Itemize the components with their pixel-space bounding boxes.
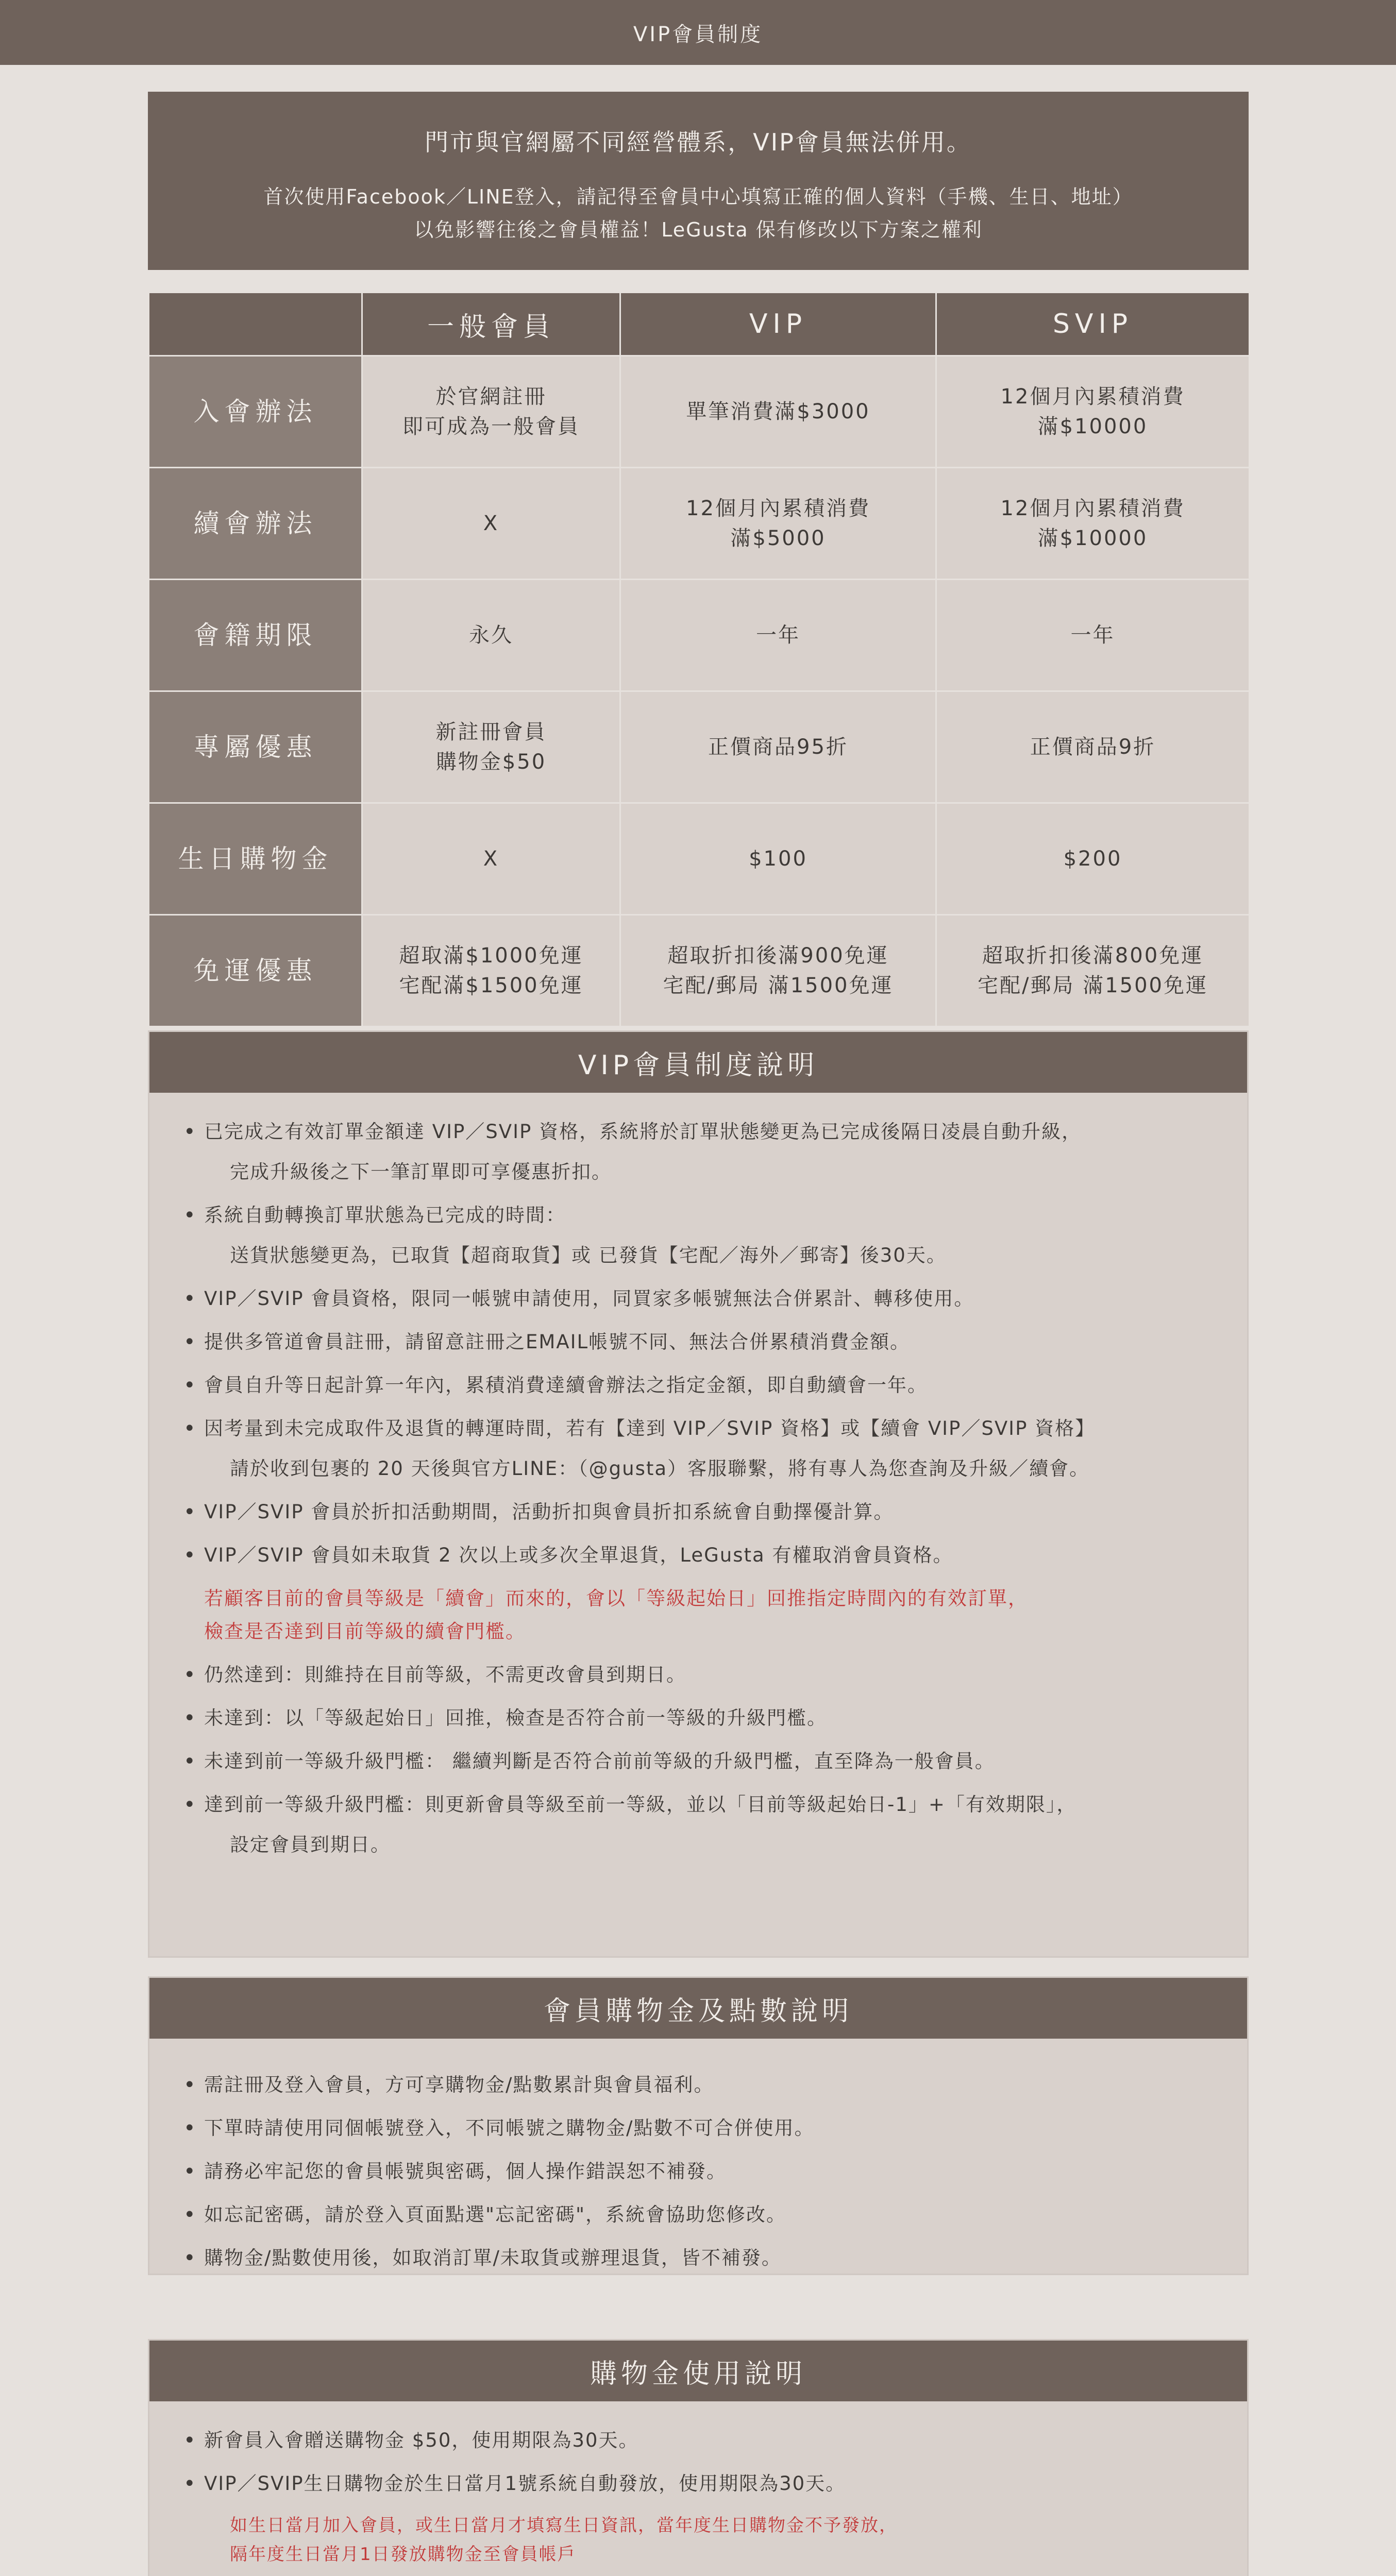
table-row: [149, 356, 1250, 468]
table-header-regular: 一般會員: [362, 293, 620, 356]
table-cell: [362, 803, 620, 915]
notice-line-2: 首次使用Facebook／LINE登入，請記得至會員中心填寫正確的個人資料（手機、生日、地址）: [263, 185, 1133, 208]
list-item: • 系統自動轉換訂單狀態為已完成的時間：: [180, 1201, 1216, 1230]
list-item: 如生日當月加入會員，或生日當月才填寫生日資訊，當年度生日購物金不予發放，: [230, 2515, 898, 2536]
cell-line: 超取折扣後滿800免運: [982, 944, 1204, 968]
row-label: 續會辦法: [149, 468, 362, 580]
list-item: • 會員自升等日起計算一年內，累積消費達續會辦法之指定金額，即自動續會一年。: [180, 1371, 1216, 1400]
top-bar: [0, 0, 1396, 65]
cell-line: 新註冊會員: [435, 720, 547, 744]
list-item: 送貨狀態變更為，已取貨【超商取貨】或 已發貨【宅配／海外／郵寄】後30天。: [230, 1244, 947, 1266]
credit-rules-section: [148, 2339, 1249, 2576]
cell-line: 單筆消費滿$3000: [686, 400, 870, 423]
list-item: • 仍然達到：則維持在目前等級，不需更改會員到期日。: [180, 1660, 1216, 1689]
table-header-svip: SVIP: [936, 293, 1250, 356]
cell-line: 宅配/郵局 滿1500免運: [663, 974, 894, 997]
cell-line: 宅配/郵局 滿1500免運: [978, 974, 1208, 997]
notice-banner: [148, 92, 1249, 270]
section-title: 購物金使用說明: [149, 2341, 1247, 2401]
row-label: 會籍期限: [149, 580, 362, 691]
cell-line: 宅配滿$1500免運: [399, 974, 583, 997]
table-cell: [620, 803, 936, 915]
list-item: • 新會員入會贈送購物金 $50，使用期限為30天。: [180, 2426, 1216, 2455]
table-cell: [620, 468, 936, 580]
list-item: • 提供多管道會員註冊，請留意註冊之EMAIL帳號不同、無法合併累積消費金額。: [180, 1328, 1216, 1357]
cell-line: 永久: [469, 623, 513, 647]
row-label: 專屬優惠: [149, 691, 362, 803]
list-item: • 需註冊及登入會員，方可享購物金/點數累計與會員福利。: [180, 2071, 1216, 2099]
table-row: [149, 468, 1250, 580]
cell-line: 一年: [1070, 623, 1115, 647]
row-label: 免運優惠: [149, 915, 362, 1027]
notice-line-1: 門市與官網屬不同經營體系，VIP會員無法併用。: [425, 128, 972, 156]
list-item: • 購物金/點數使用後，如取消訂單/未取貨或辦理退貨，皆不補發。: [180, 2244, 1216, 2273]
cell-line: 正價商品95折: [708, 735, 848, 759]
table-cell: [620, 580, 936, 691]
table-cell: [362, 915, 620, 1027]
table-cell: [936, 915, 1250, 1027]
cell-line: $200: [1063, 847, 1122, 871]
table-row: [149, 691, 1250, 803]
table-cell: [620, 691, 936, 803]
table-row: [149, 803, 1250, 915]
list-item: • 請務必牢記您的會員帳號與密碼，個人操作錯誤恕不補發。: [180, 2157, 1216, 2186]
list-item: • VIP／SVIP 會員於折扣活動期間，活動折扣與會員折扣系統會自動擇優計算。: [180, 1498, 1216, 1527]
cell-line: 滿$5000: [730, 527, 826, 550]
list-item: 隔年度生日當月1日發放購物金至會員帳戶: [230, 2544, 576, 2565]
cell-line: 12個月內累積消費: [686, 497, 870, 520]
table-header-blank: [149, 293, 362, 356]
list-item: • 已完成之有效訂單金額達 VIP／SVIP 資格，系統將於訂單狀態變更為已完成後隔日凌晨自動升級，: [180, 1117, 1216, 1146]
list-item: 請於收到包裹的 20 天後與官方LINE：（@gusta）客服聯繫，將有專人為您查詢及升級／續會。: [230, 1458, 1090, 1480]
table-cell: [362, 468, 620, 580]
cell-line: 即可成為一般會員: [402, 415, 580, 438]
vip-rules-section: [148, 1030, 1249, 1958]
list-item: • 下單時請使用同個帳號登入，不同帳號之購物金/點數不可合併使用。: [180, 2114, 1216, 2143]
cell-line: 購物金$50: [435, 750, 547, 774]
table-header-vip: VIP: [620, 293, 936, 356]
table-cell: [362, 691, 620, 803]
notice-line-3: 以免影響往後之會員權益！LeGusta 保有修改以下方案之權利: [414, 218, 983, 241]
cell-line: 正價商品9折: [1030, 735, 1156, 759]
list-item: • VIP／SVIP 會員資格，限同一帳號申請使用，同買家多帳號無法合併累計、轉移使用。: [180, 1284, 1216, 1313]
list-item: 檢查是否達到目前等級的續會門檻。: [204, 1620, 526, 1642]
row-label: 生日購物金: [149, 803, 362, 915]
cell-line: 12個月內累積消費: [1000, 385, 1185, 409]
table-row: [149, 915, 1250, 1027]
cell-line: 滿$10000: [1037, 527, 1148, 550]
cell-line: 滿$10000: [1037, 415, 1148, 438]
table-cell: [620, 356, 936, 468]
section-title: VIP會員制度說明: [149, 1032, 1247, 1093]
section-title: 會員購物金及點數說明: [149, 1978, 1247, 2039]
cell-line: 一年: [756, 623, 800, 647]
list-item: • VIP／SVIP生日購物金於生日當月1號系統自動發放，使用期限為30天。: [180, 2469, 1216, 2498]
membership-plans-table: [148, 292, 1250, 1027]
points-rules-section: [148, 1976, 1249, 2275]
list-item: • 達到前一等級升級門檻：則更新會員等級至前一等級，並以「目前等級起始日-1」+「有效期限」，: [180, 1790, 1216, 1819]
cell-line: 12個月內累積消費: [1000, 497, 1185, 520]
table-cell: [936, 803, 1250, 915]
table-row: [149, 580, 1250, 691]
list-item: 完成升級後之下一筆訂單即可享優惠折扣。: [230, 1161, 612, 1183]
cell-line: 超取滿$1000免運: [399, 944, 583, 968]
list-item: • 因考量到未完成取件及退貨的轉運時間，若有【達到 VIP／SVIP 資格】或【續會 VIP／SVIP 資格】: [180, 1414, 1216, 1443]
cell-line: 超取折扣後滿900免運: [667, 944, 889, 968]
table-cell: [936, 356, 1250, 468]
list-item: • VIP／SVIP 會員如未取貨 2 次以上或多次全單退貨，LeGusta 有權取消會員資格。: [180, 1541, 1216, 1570]
row-label: 入會辦法: [149, 356, 362, 468]
table-header-row: [149, 293, 1250, 356]
table-cell: [362, 356, 620, 468]
table-cell: [936, 691, 1250, 803]
table-cell: [620, 915, 936, 1027]
list-item: • 未達到：以「等級起始日」回推，檢查是否符合前一等級的升級門檻。: [180, 1704, 1216, 1733]
table-cell: [936, 580, 1250, 691]
table-cell: [362, 580, 620, 691]
list-item: 若顧客目前的會員等級是「續會」而來的，會以「等級起始日」回推指定時間內的有效訂單，: [204, 1587, 1028, 1609]
page-title: VIP會員制度: [633, 22, 763, 46]
list-item: 設定會員到期日。: [230, 1834, 391, 1856]
list-item: • 未達到前一等級升級門檻： 繼續判斷是否符合前前等級的升級門檻，直至降為一般會員。: [180, 1747, 1216, 1776]
table-cell: [936, 468, 1250, 580]
cell-line: 於官網註冊: [435, 385, 547, 409]
cell-line: $100: [749, 847, 808, 871]
list-item: • 如忘記密碼，請於登入頁面點選"忘記密碼"，系統會協助您修改。: [180, 2200, 1216, 2229]
cell-line: X: [483, 512, 499, 535]
cell-line: X: [483, 847, 499, 871]
